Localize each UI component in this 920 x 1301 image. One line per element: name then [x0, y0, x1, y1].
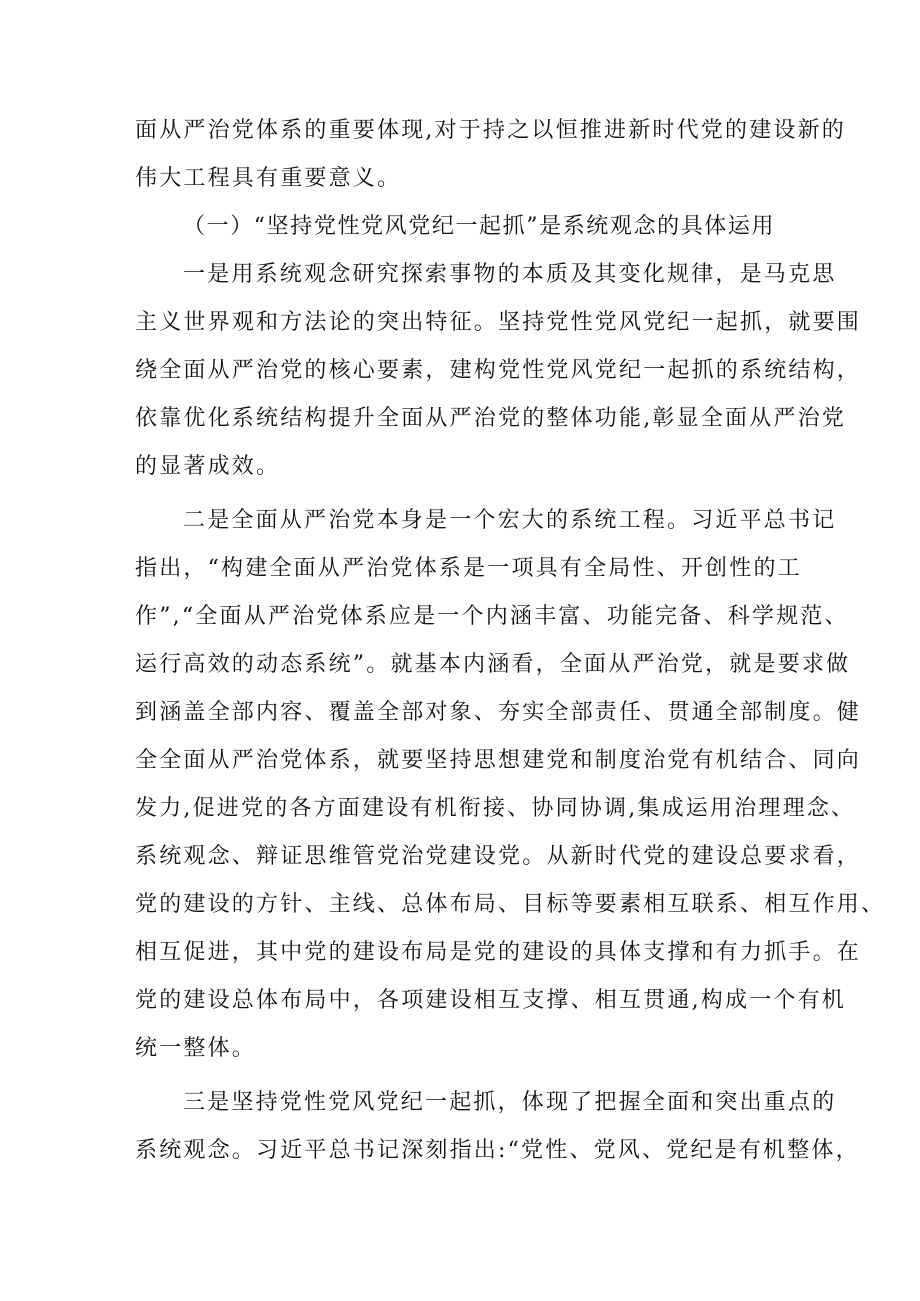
text-line: 到涵盖全部内容、覆盖全部对象、夯实全部责任、贯通全部制度。健 — [135, 700, 862, 725]
text-line: 二是全面从严治党本身是一个宏大的系统工程。习近平总书记 — [183, 508, 837, 533]
text-line: 运行高效的动态系统”。就基本内涵看，全面从严治党，就是要求做 — [135, 652, 851, 677]
text-line: 伟大工程具有重要意义。 — [135, 166, 402, 191]
text-line: 全全面从严治党体系，就要坚持思想建党和制度治党有机结合、同向 — [135, 748, 862, 773]
text-line: 绕全面从严治党的核心要素，建构党性党风党纪一起抓的系统结构， — [135, 358, 862, 383]
text-line: 相互促进，其中党的建设布局是党的建设的具体支撑和有力抓手。在 — [135, 940, 862, 965]
text-line: 一是用系统观念研究探索事物的本质及其变化规律，是马克思 — [183, 262, 837, 287]
text-line: 发力,促进党的各方面建设有机衔接、协同协调,集成运用治理理念、 — [135, 796, 856, 821]
text-line: 主义世界观和方法论的突出特征。坚持党性党风党纪一起抓，就要围 — [135, 310, 862, 335]
text-line: 系统观念、辩证思维管党治党建设党。从新时代党的建设总要求看， — [135, 844, 862, 869]
text-line: 统一整体。 — [135, 1036, 257, 1061]
section-heading: （一）“坚持党性党风党纪一起抓”是系统观念的具体运用 — [183, 214, 776, 239]
text-line: 系统观念。习近平总书记深刻指出:“党性、党风、党纪是有机整体， — [135, 1138, 860, 1163]
text-line: 依靠优化系统结构提升全面从严治党的整体功能,彰显全面从严治党 — [135, 406, 846, 431]
text-line: 面从严治党体系的重要体现,对于持之以恒推进新时代党的建设新的 — [135, 118, 846, 143]
text-line: 党的建设的方针、主线、总体布局、目标等要素相互联系、相互作用、 — [135, 892, 886, 917]
text-line: 三是坚持党性党风党纪一起抓，体现了把握全面和突出重点的 — [183, 1090, 837, 1115]
text-line: 指出，“构建全面从严治党体系是一项具有全局性、开创性的工 — [135, 556, 802, 581]
text-line: 的显著成效。 — [135, 454, 281, 479]
text-line: 党的建设总体布局中，各项建设相互支撑、相互贯通,构成一个有机 — [135, 988, 846, 1013]
text-line: 作”,“全面从严治党体系应是一个内涵丰富、功能完备、科学规范、 — [135, 604, 849, 629]
